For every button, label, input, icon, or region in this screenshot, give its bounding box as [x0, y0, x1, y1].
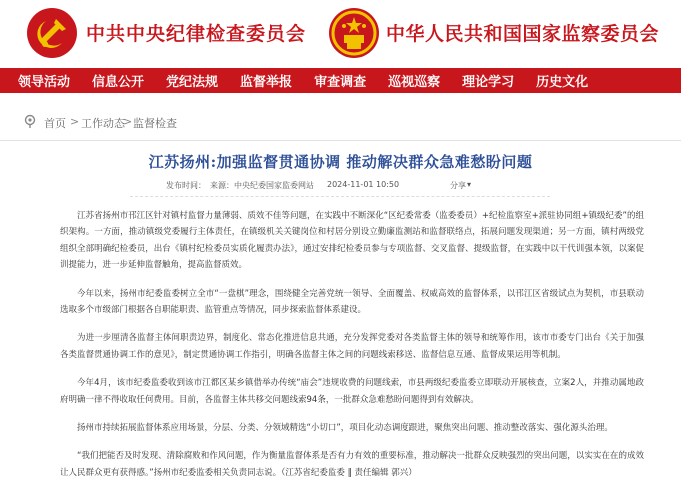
breadcrumb-supervision[interactable]: 监督检查: [133, 117, 177, 130]
article-source: 来源：中央纪委国家监委网站: [210, 181, 314, 190]
article-meta: [0, 180, 681, 194]
chevron-down-icon[interactable]: ▾: [467, 180, 472, 189]
nav-item-regulations[interactable]: 党纪法规: [166, 75, 219, 90]
article-title: 江苏扬州:加强监督贯通协调 推动解决群众急难愁盼问题: [148, 153, 533, 171]
breadcrumb: [0, 112, 681, 132]
breadcrumb-work-news[interactable]: 工作动态: [81, 117, 125, 130]
site-title-nsc[interactable]: 中华人民共和国国家监察委员会: [386, 23, 660, 45]
home-icon[interactable]: [22, 113, 38, 129]
nav-item-investigation[interactable]: 审查调查: [314, 75, 367, 90]
national-emblem-icon[interactable]: [328, 7, 380, 59]
main-nav: [0, 68, 681, 93]
article-paragraph: 江苏省扬州市邗江区针对镇村监督力量薄弱、质效不佳等问题，在实践中不断深化“区纪委常委（监委委员）+纪检监察室+派驻协同组+镇级纪委”的组织架构。一方面，推动镇级党委履行主体责任，在镇级机关关键岗位和村居分别设立勤廉监测站和监督联络点，拓展问题发现渠道；另一方面，镇村两级党组织全部明确纪检委员，出台《镇村纪检委员实质化履责办法》，通过安排纪检委员参与专项监督、交叉监督、提级监督，在实践中以干代训强本领，以案促训提能力，进一步延伸监督触角，提高监督质效。: [60, 211, 644, 271]
article-paragraph: 为进一步厘清各监督主体间职责边界，制度化、常态化推进信息共通，充分发挥党委对各类监督主体的领导和统筹作用，该市市委专门出台《关于加强各类监督贯通协调工作的意见》，制定贯通协调工作指引，明确各监督主体之间的问题线索移送、监督信息互通、监督成果运用等机制。: [60, 333, 644, 360]
publish-label: 发布时间：: [166, 181, 206, 190]
breadcrumb-home[interactable]: 首页: [44, 117, 66, 130]
divider: [0, 140, 681, 141]
article-paragraph: 扬州市持续拓展监督体系应用场景，分层、分类、分领域精选“小切口”，项目化动态调度跟进，聚焦突出问题、推动整改落实、强化源头治理。: [77, 423, 613, 434]
article-paragraph: 今年以来，扬州市纪委监委树立全市“一盘棋”理念，围绕健全完善党统一领导、全面覆盖、权威高效的监督体系，以邗江区省级试点为契机，市县联动选取多个市级部门根据各自职能职责、监管重点等情况，同步探索监督体系建设。: [60, 288, 644, 316]
article-paragraph: “我们把能否及时发现、清除腐败和作风问题，作为衡量监督体系是否有力有效的重要标准，推动解决一批群众反映强烈的突出问题，以实实在在的成效让人民群众更有获得感。”扬州市纪委监委相关负责同志说。（江苏省纪委监委 ‖ 责任编辑 郭兴）: [60, 451, 644, 478]
nav-item-report[interactable]: 监督举报: [240, 75, 293, 90]
party-emblem-icon[interactable]: [26, 7, 78, 59]
nav-item-history[interactable]: 历史文化: [536, 75, 589, 90]
nav-item-inspection[interactable]: 巡视巡察: [388, 75, 441, 90]
site-header: [0, 0, 681, 66]
share-button[interactable]: 分享: [450, 181, 466, 190]
article-paragraph: 今年4月，该市纪委监委收到该市江都区某乡镇借举办传统“庙会”违规收费的问题线索，市县两级纪委监委立即联动开展核查，立案2人，并推动属地政府明确一律不得收取任何费用。目前，各监督主体共移交问题线索94条，一批群众急难愁盼问题得到有效解决。: [60, 378, 644, 405]
site-title-ccdi[interactable]: 中共中央纪律检查委员会: [86, 23, 307, 45]
publish-time: 2024-11-01 10:50: [327, 180, 400, 189]
nav-item-disclosure[interactable]: 信息公开: [92, 75, 145, 90]
article-body: [60, 208, 644, 493]
nav-item-leadership[interactable]: 领导活动: [18, 75, 71, 90]
breadcrumb-separator: >: [70, 115, 80, 128]
breadcrumb-separator: >: [123, 115, 133, 128]
nav-item-theory[interactable]: 理论学习: [462, 75, 515, 90]
meta-divider: [130, 196, 550, 197]
